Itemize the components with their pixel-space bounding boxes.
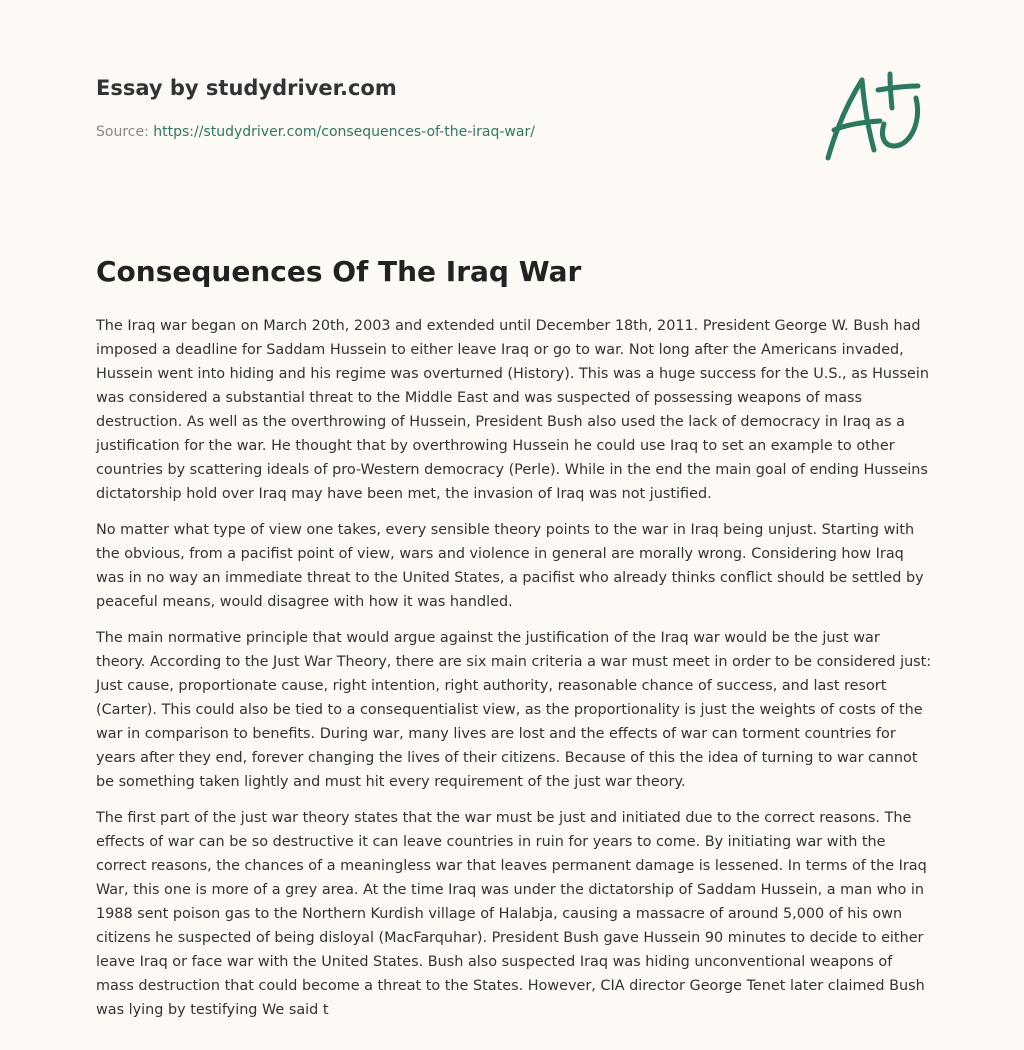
source-label: Source: bbox=[96, 124, 149, 140]
essay-paragraph: No matter what type of view one takes, every sensible theory points to the war in Iraq being unjust. Starting with the obvious, from a pacifist point of view, wars and violence in general are morally wrong. Considering how Iraq was in no way an immediate threat to the United States, a pacifist who already thinks conflict should be settled by peaceful means, would disagree with how it was handled. bbox=[96, 522, 924, 610]
essay-body bbox=[96, 314, 932, 1034]
essay-title: Consequences Of The Iraq War bbox=[96, 255, 582, 288]
brand-title: Essay by studydriver.com bbox=[96, 76, 397, 100]
source-line bbox=[96, 124, 535, 140]
source-link[interactable]: https://studydriver.com/consequences-of-the-iraq-war/ bbox=[153, 124, 535, 140]
essay-paragraph: The main normative principle that would argue against the justification of the Iraq war would be the just war theory. According to the Just War Theory, there are six main criteria a war must meet in order to be considered just: Just cause, proportionate cause, right intention, right authority, reasonable chance of success, and last resort (Carter). This could also be tied to a consequentialist view, as the proportionality is just the weights of costs of the war in comparison to benefits. During war, many lives are lost and the effects of war can torment countries for years after they end, forever changing the lives of their citizens. Because of this the idea of turning to war cannot be something taken lightly and must hit every requirement of the just war theory. bbox=[96, 630, 932, 790]
a-plus-icon bbox=[818, 66, 928, 166]
essay-paragraph: The first part of the just war theory states that the war must be just and initiated due to the correct reasons. The effects of war can be so destructive it can leave countries in ruin for years to come. By initiating war with the correct reasons, the chances of a meaningless war that leaves permanent damage is lessened. In terms of the Iraq War, this one is more of a grey area. At the time Iraq was under the dictatorship of Saddam Hussein, a man who in 1988 sent poison gas to the Northern Kurdish village of Halabja, causing a massacre of around 5,000 of his own citizens he suspected of being disloyal (MacFarquhar). President Bush gave Hussein 90 minutes to decide to either leave Iraq or face war with the United States. Bush also suspected Iraq was hiding unconventional weapons of mass destruction that could become a threat to the States. However, CIA director George Tenet later claimed Bush was lying by testifying We said t bbox=[96, 810, 927, 1018]
essay-paragraph: The Iraq war began on March 20th, 2003 and extended until December 18th, 2011. President George W. Bush had imposed a deadline for Saddam Hussein to either leave Iraq or go to war. Not long after the Americans invaded, Hussein went into hiding and his regime was overturned (History). This was a huge success for the U.S., as Hussein was considered a substantial threat to the Middle East and was suspected of possessing weapons of mass destruction. As well as the overthrowing of Hussein, President Bush also used the lack of democracy in Iraq as a justification for the war. He thought that by overthrowing Hussein he could use Iraq to set an example to other countries by scattering ideals of pro-Western democracy (Perle). While in the end the main goal of ending Husseins dictatorship hold over Iraq may have been met, the invasion of Iraq was not justified. bbox=[96, 318, 929, 502]
